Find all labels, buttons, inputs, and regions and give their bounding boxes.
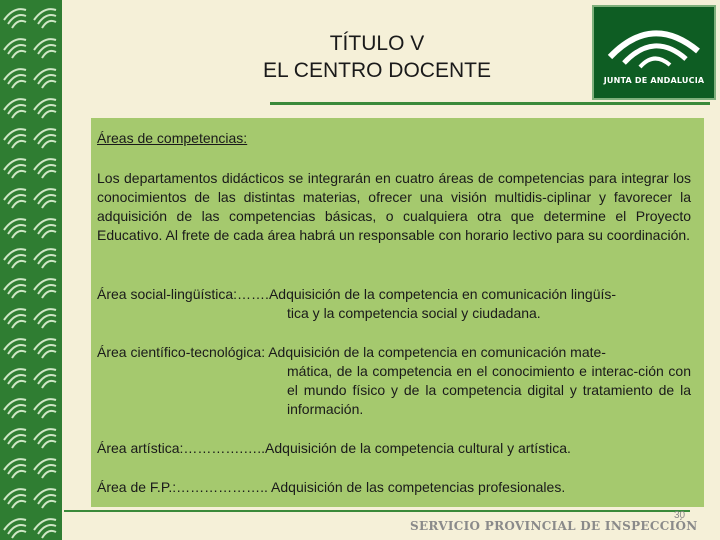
arch-motif-icon: [4, 339, 26, 358]
arch-motif-icon: [4, 39, 26, 58]
top-divider: [270, 102, 710, 105]
arch-motif-icon: [4, 309, 26, 328]
arch-motif-icon: [4, 219, 26, 238]
arch-motif-icon: [34, 219, 56, 238]
arch-motif-icon: [34, 9, 56, 28]
logo-text: JUNTA DE ANDALUCIA: [603, 76, 705, 85]
arch-motif-icon: [34, 339, 56, 358]
area-text-cont: tica y la competencia social y ciudadana.: [287, 305, 541, 321]
arch-motif-icon: [34, 429, 56, 448]
arch-motif-icon: [4, 519, 26, 538]
arch-motif-icon: [4, 129, 26, 148]
area-text: Adquisición de las competencias profesionales.: [271, 479, 566, 495]
title-line-1: TÍTULO V: [329, 32, 425, 55]
sidebar-pattern: [0, 0, 62, 540]
arch-motif-icon: [34, 459, 56, 478]
arch-motif-icon: [34, 129, 56, 148]
arch-motif-icon: [34, 489, 56, 508]
arch-motif-icon: [34, 369, 56, 388]
arch-motif-icon: [34, 189, 56, 208]
arch-motif-icon: [4, 279, 26, 298]
arch-motif-icon: [4, 459, 26, 478]
arch-motif-icon: [4, 9, 26, 28]
footer-text: SERVICIO PROVINCIAL DE INSPECCIÓN: [410, 519, 698, 533]
arch-motif-icon: [4, 489, 26, 508]
arch-motif-icon: [4, 369, 26, 388]
area-label: Área de F.P.:………………..: [97, 479, 272, 495]
decorative-sidebar: [0, 0, 62, 540]
bottom-divider: [64, 510, 690, 512]
arch-motif-icon: [34, 309, 56, 328]
arch-motif-icon: [34, 249, 56, 268]
arch-motif-icon: [34, 69, 56, 88]
area-text-cont: mática, de la competencia en el conocimiento e interac-ción con el mundo físico y de la competencia digital y tratamiento de la información.: [287, 363, 691, 417]
area-text: Adquisición de la competencia en comunicación lingüís-: [268, 286, 617, 302]
arch-motif-icon: [34, 159, 56, 178]
area-label: Área artística:………….…..: [97, 440, 266, 456]
area-text: Adquisición de la competencia cultural y artística.: [265, 440, 571, 456]
area-label: Área científico-tecnológica:: [97, 344, 269, 360]
arch-motif-icon: [4, 429, 26, 448]
area-item-artistica: [97, 439, 571, 458]
junta-arches-icon: [594, 7, 714, 77]
intro-paragraph: Los departamentos didácticos se integrarán en cuatro áreas de competencias para integrar los conocimientos de las distintas materias, ofrecer una visión multidis-ciplinar y favorecer la adquisición de las competencias básicas, o cualquiera otra que determine el Proyecto Educativo. Al frete de cada área habrá un responsable con horario lectivo para su coordinación.: [97, 170, 691, 243]
arch-motif-icon: [34, 99, 56, 118]
arch-motif-icon: [34, 519, 56, 538]
title-line-2: EL CENTRO DOCENTE: [263, 59, 491, 82]
arch-motif-icon: [4, 159, 26, 178]
arch-motif-icon: [4, 99, 26, 118]
junta-logo: [592, 5, 716, 100]
arch-motif-icon: [34, 39, 56, 58]
arch-motif-icon: [4, 69, 26, 88]
section-heading: Áreas de competencias:: [97, 130, 248, 146]
area-text: Adquisición de la competencia en comunicación mate-: [268, 344, 606, 360]
area-label: Área social-lingüística:…….: [97, 286, 269, 302]
area-item-social-linguistica: [97, 285, 616, 323]
area-item-fp: [97, 478, 565, 497]
area-item-cientifico-tecnologica: [97, 343, 691, 419]
page-number: 30: [674, 510, 686, 521]
arch-motif-icon: [4, 399, 26, 418]
arch-motif-icon: [4, 189, 26, 208]
arch-motif-icon: [34, 399, 56, 418]
arch-motif-icon: [4, 249, 26, 268]
arch-motif-icon: [34, 279, 56, 298]
